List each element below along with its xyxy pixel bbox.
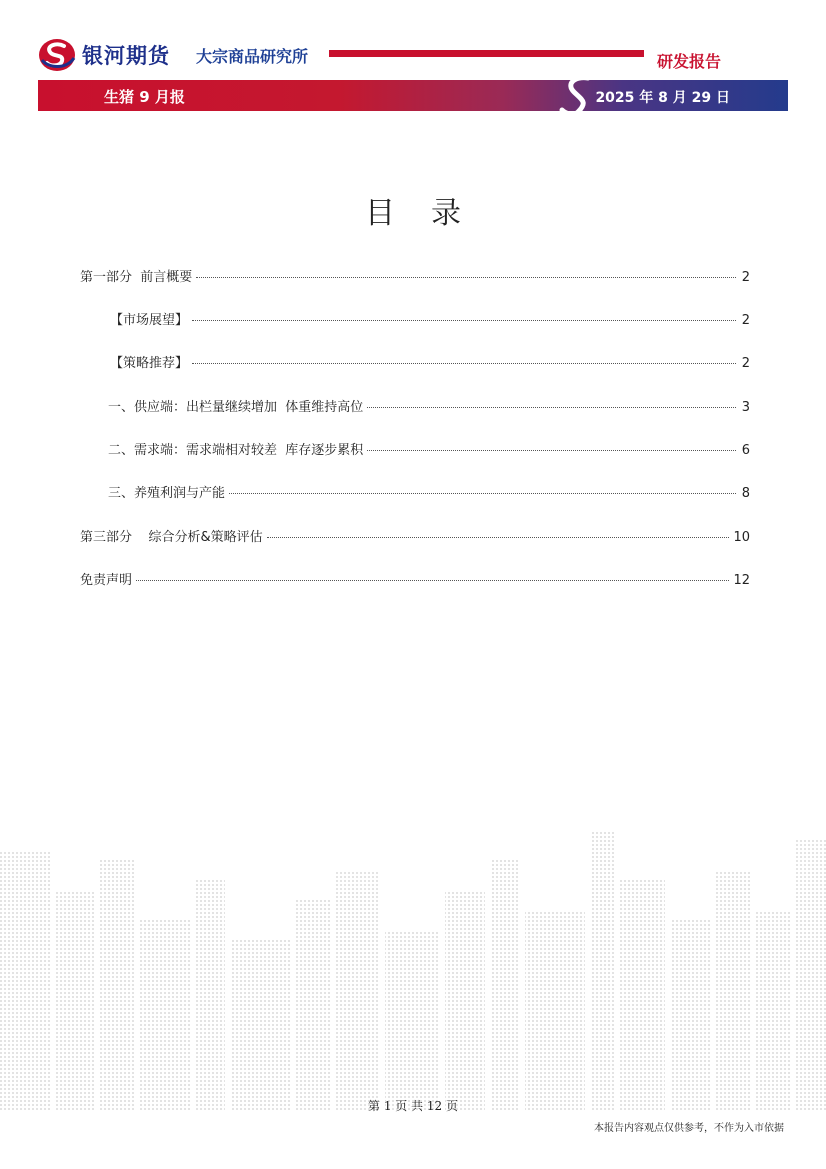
report-type: 研发报告 bbox=[657, 52, 722, 71]
toc-entry-page: 2 bbox=[741, 313, 750, 328]
toc-entry-page: 8 bbox=[741, 486, 750, 501]
dot-leader bbox=[192, 363, 736, 364]
report-title: 生猪 9 月报 bbox=[104, 88, 185, 106]
dot-leader bbox=[192, 320, 736, 321]
footer-disclaimer: 本报告内容观点仅供参考，不作为入市依据 bbox=[594, 1123, 784, 1134]
toc-entry-label: 三、养殖利润与产能 bbox=[108, 486, 226, 501]
page-indicator: 第 1 页 共 12 页 bbox=[368, 1099, 458, 1113]
title-band bbox=[38, 80, 788, 111]
toc-entry-page: 10 bbox=[733, 530, 750, 545]
toc-entry-market-outlook[interactable] bbox=[110, 309, 750, 329]
dot-leader bbox=[136, 580, 729, 581]
toc-entry-supply[interactable] bbox=[108, 396, 750, 416]
toc-entry-label: 【市场展望】 bbox=[110, 313, 189, 328]
institute-name: 大宗商品研究所 bbox=[196, 47, 309, 66]
toc-entry-disclaimer[interactable] bbox=[80, 569, 750, 589]
toc-entry-label: 二、需求端：需求端相对较差 库存逐步累积 bbox=[108, 443, 364, 458]
header-divider bbox=[329, 50, 644, 57]
toc-entry-label: 第三部分 综合分析&策略评估 bbox=[80, 530, 263, 545]
dot-leader bbox=[367, 407, 736, 408]
dot-leader bbox=[267, 537, 730, 538]
report-header bbox=[0, 0, 826, 80]
city-skyline-watermark bbox=[0, 820, 826, 1110]
toc-entry-page: 12 bbox=[733, 573, 750, 588]
toc-entry-analysis[interactable] bbox=[80, 526, 750, 546]
toc-entry-label: 一、供应端：出栏量继续增加 体重维持高位 bbox=[108, 400, 364, 415]
toc-entry-overview[interactable] bbox=[80, 266, 750, 286]
toc-entry-page: 2 bbox=[741, 270, 750, 285]
toc-entry-page: 2 bbox=[741, 356, 750, 371]
dot-leader bbox=[367, 450, 736, 451]
toc-entry-strategy[interactable] bbox=[110, 352, 750, 372]
toc-entry-demand[interactable] bbox=[108, 439, 750, 459]
galaxy-logo-icon bbox=[38, 38, 76, 72]
swoosh-icon bbox=[558, 74, 598, 116]
toc-entry-page: 6 bbox=[741, 443, 750, 458]
toc-entry-label: 免责声明 bbox=[80, 573, 133, 588]
toc-title: 目录 bbox=[365, 196, 497, 231]
toc-entry-label: 【策略推荐】 bbox=[110, 356, 189, 371]
dot-leader bbox=[196, 277, 736, 278]
toc-entry-profit-capacity[interactable] bbox=[108, 482, 750, 502]
dot-leader bbox=[229, 493, 736, 494]
report-date: 2025 年 8 月 29 日 bbox=[595, 90, 730, 106]
toc-entry-label: 第一部分 前言概要 bbox=[80, 270, 193, 285]
toc-entry-page: 3 bbox=[741, 400, 750, 415]
brand-name: 银河期货 bbox=[82, 44, 170, 68]
